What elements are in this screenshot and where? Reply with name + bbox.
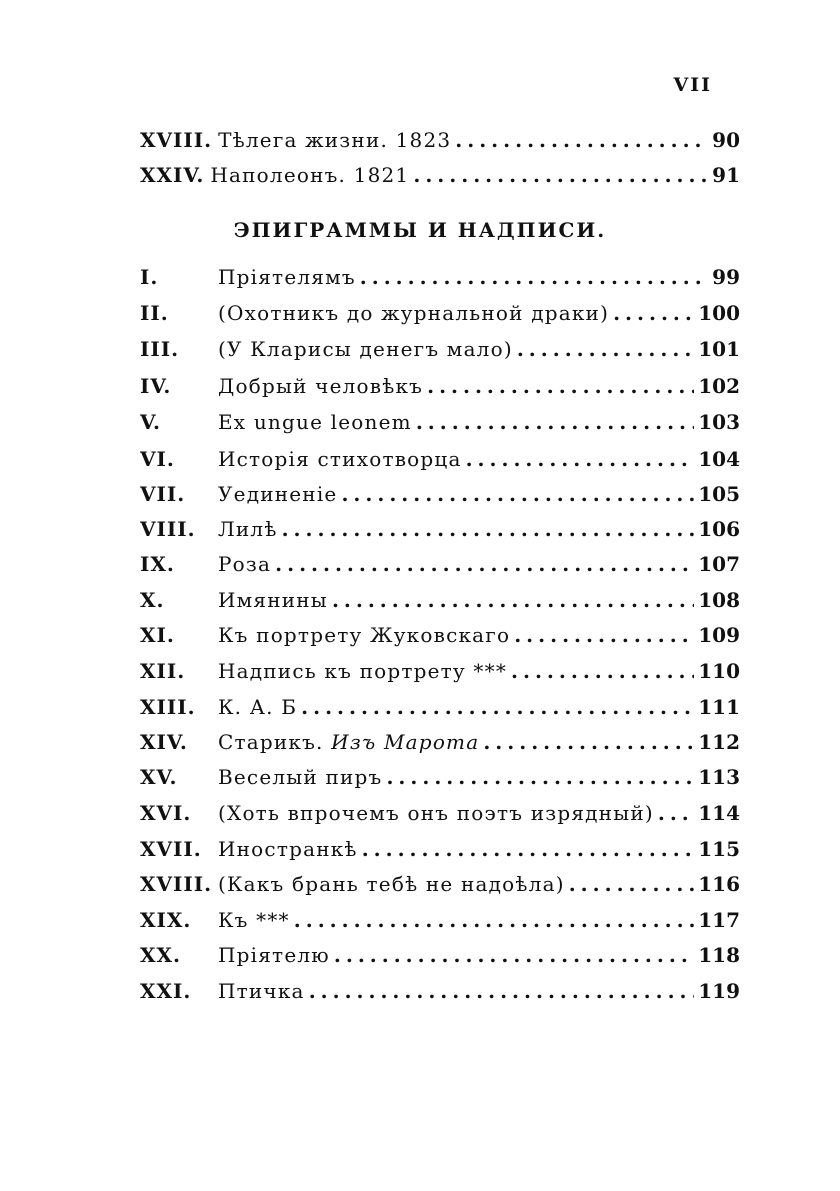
toc-entry (140, 265, 740, 301)
leader-dots (569, 872, 695, 896)
toc-entry (140, 552, 740, 588)
toc-entry (140, 908, 740, 944)
entry-number: X. (140, 588, 165, 612)
entry-title: (У Кларисы денегъ мало) (218, 337, 513, 361)
leader-dots (332, 588, 694, 612)
entry-number: XVI. (140, 801, 192, 825)
entry-number: VI. (140, 447, 175, 471)
entry-title: Роза (218, 552, 272, 576)
entry-page: 106 (698, 517, 740, 541)
entry-page: 110 (698, 659, 740, 683)
entry-title: Надпись къ портрету *** (218, 659, 508, 683)
entry-number: XVIII. (140, 128, 213, 152)
entry-page: 113 (698, 765, 740, 789)
entry-title: Добрый человѣкъ (218, 374, 424, 398)
entry-page: 107 (698, 552, 740, 576)
entry-number: V. (140, 410, 161, 434)
entry-page: 108 (698, 588, 740, 612)
entry-page: 112 (698, 730, 740, 754)
entry-title-main: Старикъ. (218, 730, 324, 754)
entry-title: (Какъ брань тебѣ не надоѣла) (218, 872, 565, 896)
toc-entry (140, 695, 740, 731)
entry-page: 104 (698, 447, 740, 471)
leader-dots (514, 623, 694, 647)
leader-dots (294, 908, 694, 932)
toc-entry (140, 447, 740, 483)
entry-title: (Охотникъ до журнальной драки) (218, 301, 610, 325)
entry-number: XI. (140, 623, 175, 647)
leader-dots (386, 765, 694, 789)
entry-number: XIX. (140, 908, 192, 932)
entry-title: Пріятелямъ (218, 265, 356, 289)
toc-entry (140, 659, 740, 695)
entry-page: 105 (698, 482, 740, 506)
toc-entry (140, 517, 740, 553)
entry-number: XX. (140, 943, 181, 967)
leader-dots (483, 730, 694, 754)
leader-dots (466, 447, 695, 471)
entry-page: 118 (698, 943, 740, 967)
leader-dots (517, 337, 694, 361)
entry-title: Веселый пиръ (218, 765, 383, 789)
entry-page: 115 (698, 837, 740, 861)
entry-page: 116 (698, 872, 740, 896)
entry-title: Ex ungue leonem (218, 410, 412, 434)
entry-number: XII. (140, 659, 186, 683)
leader-dots (416, 410, 694, 434)
entry-title: Иностранкѣ (218, 837, 358, 861)
toc-entry (140, 765, 740, 801)
leader-dots (282, 517, 695, 541)
entry-title: Къ *** (218, 908, 290, 932)
entry-number: XXI. (140, 979, 192, 1003)
toc-entry (140, 730, 740, 766)
toc-entry (140, 872, 740, 908)
toc-entry (140, 801, 740, 837)
leader-dots (334, 943, 694, 967)
entry-number: VIII. (140, 517, 196, 541)
entry-page: 101 (698, 337, 740, 361)
entry-number: VII. (140, 482, 186, 506)
entry-title: (Хоть впрочемъ онъ поэтъ изрядный) (218, 801, 654, 825)
entry-number: XV. (140, 765, 178, 789)
leader-dots (275, 552, 694, 576)
entry-title: Имянины (218, 588, 328, 612)
entry-number: XVII. (140, 837, 202, 861)
leader-dots (658, 801, 694, 825)
entry-page: 119 (698, 979, 740, 1003)
entry-title: Тѣлега жизни. 1823 (218, 128, 452, 152)
leader-dots (613, 301, 694, 325)
entry-page: 100 (698, 301, 740, 325)
leader-dots (362, 837, 695, 861)
entry-title: Къ портрету Жуковскаго (218, 623, 511, 647)
entry-page: 114 (698, 801, 740, 825)
entry-page: 111 (698, 695, 740, 719)
entry-number: I. (140, 265, 159, 289)
leader-dots (360, 265, 708, 289)
toc-entry (140, 301, 740, 337)
entry-title: К. А. Б (218, 695, 298, 719)
entry-title-italic: Изъ Марота (331, 730, 480, 754)
toc-entry (140, 979, 740, 1015)
entry-page: 103 (698, 410, 740, 434)
section-title: ЭПИГРАММЫ И НАДПИСИ. (233, 218, 607, 242)
entry-number: XIV. (140, 730, 188, 754)
entry-title: Исторія стихотворца (218, 447, 462, 471)
toc-entry (140, 163, 740, 199)
leader-dots (455, 128, 708, 152)
entry-page: 90 (712, 128, 740, 152)
entry-number: XVIII. (140, 872, 213, 896)
entry-title: Лилѣ (218, 517, 278, 541)
toc-entry (140, 374, 740, 410)
toc-entry (140, 482, 740, 518)
entry-number: IV. (140, 374, 172, 398)
leader-dots (309, 979, 695, 1003)
toc-entry (140, 128, 740, 164)
entry-number: III. (140, 337, 180, 361)
entry-page: 91 (712, 163, 740, 187)
toc-entry (140, 588, 740, 624)
toc-entry (140, 837, 740, 873)
entry-title: Птичка (218, 979, 305, 1003)
entry-number: II. (140, 301, 169, 325)
page-number: VII (673, 74, 712, 96)
entry-number: XIII. (140, 695, 196, 719)
entry-page: 99 (712, 265, 740, 289)
entry-title (218, 730, 479, 754)
toc-entry (140, 623, 740, 659)
entry-number: XXIV. (140, 163, 205, 187)
entry-number: IX. (140, 552, 175, 576)
toc-entry (140, 410, 740, 446)
entry-title: Наполеонъ. 1821 (210, 163, 410, 187)
entry-title: Уединеніе (218, 482, 338, 506)
leader-dots (413, 163, 708, 187)
leader-dots (341, 482, 694, 506)
leader-dots (301, 695, 694, 719)
entry-title: Пріятелю (218, 943, 330, 967)
entry-page: 102 (698, 374, 740, 398)
entry-page: 109 (698, 623, 740, 647)
leader-dots (511, 659, 694, 683)
toc-entry (140, 943, 740, 979)
entry-page: 117 (698, 908, 740, 932)
leader-dots (427, 374, 694, 398)
toc-entry (140, 337, 740, 373)
